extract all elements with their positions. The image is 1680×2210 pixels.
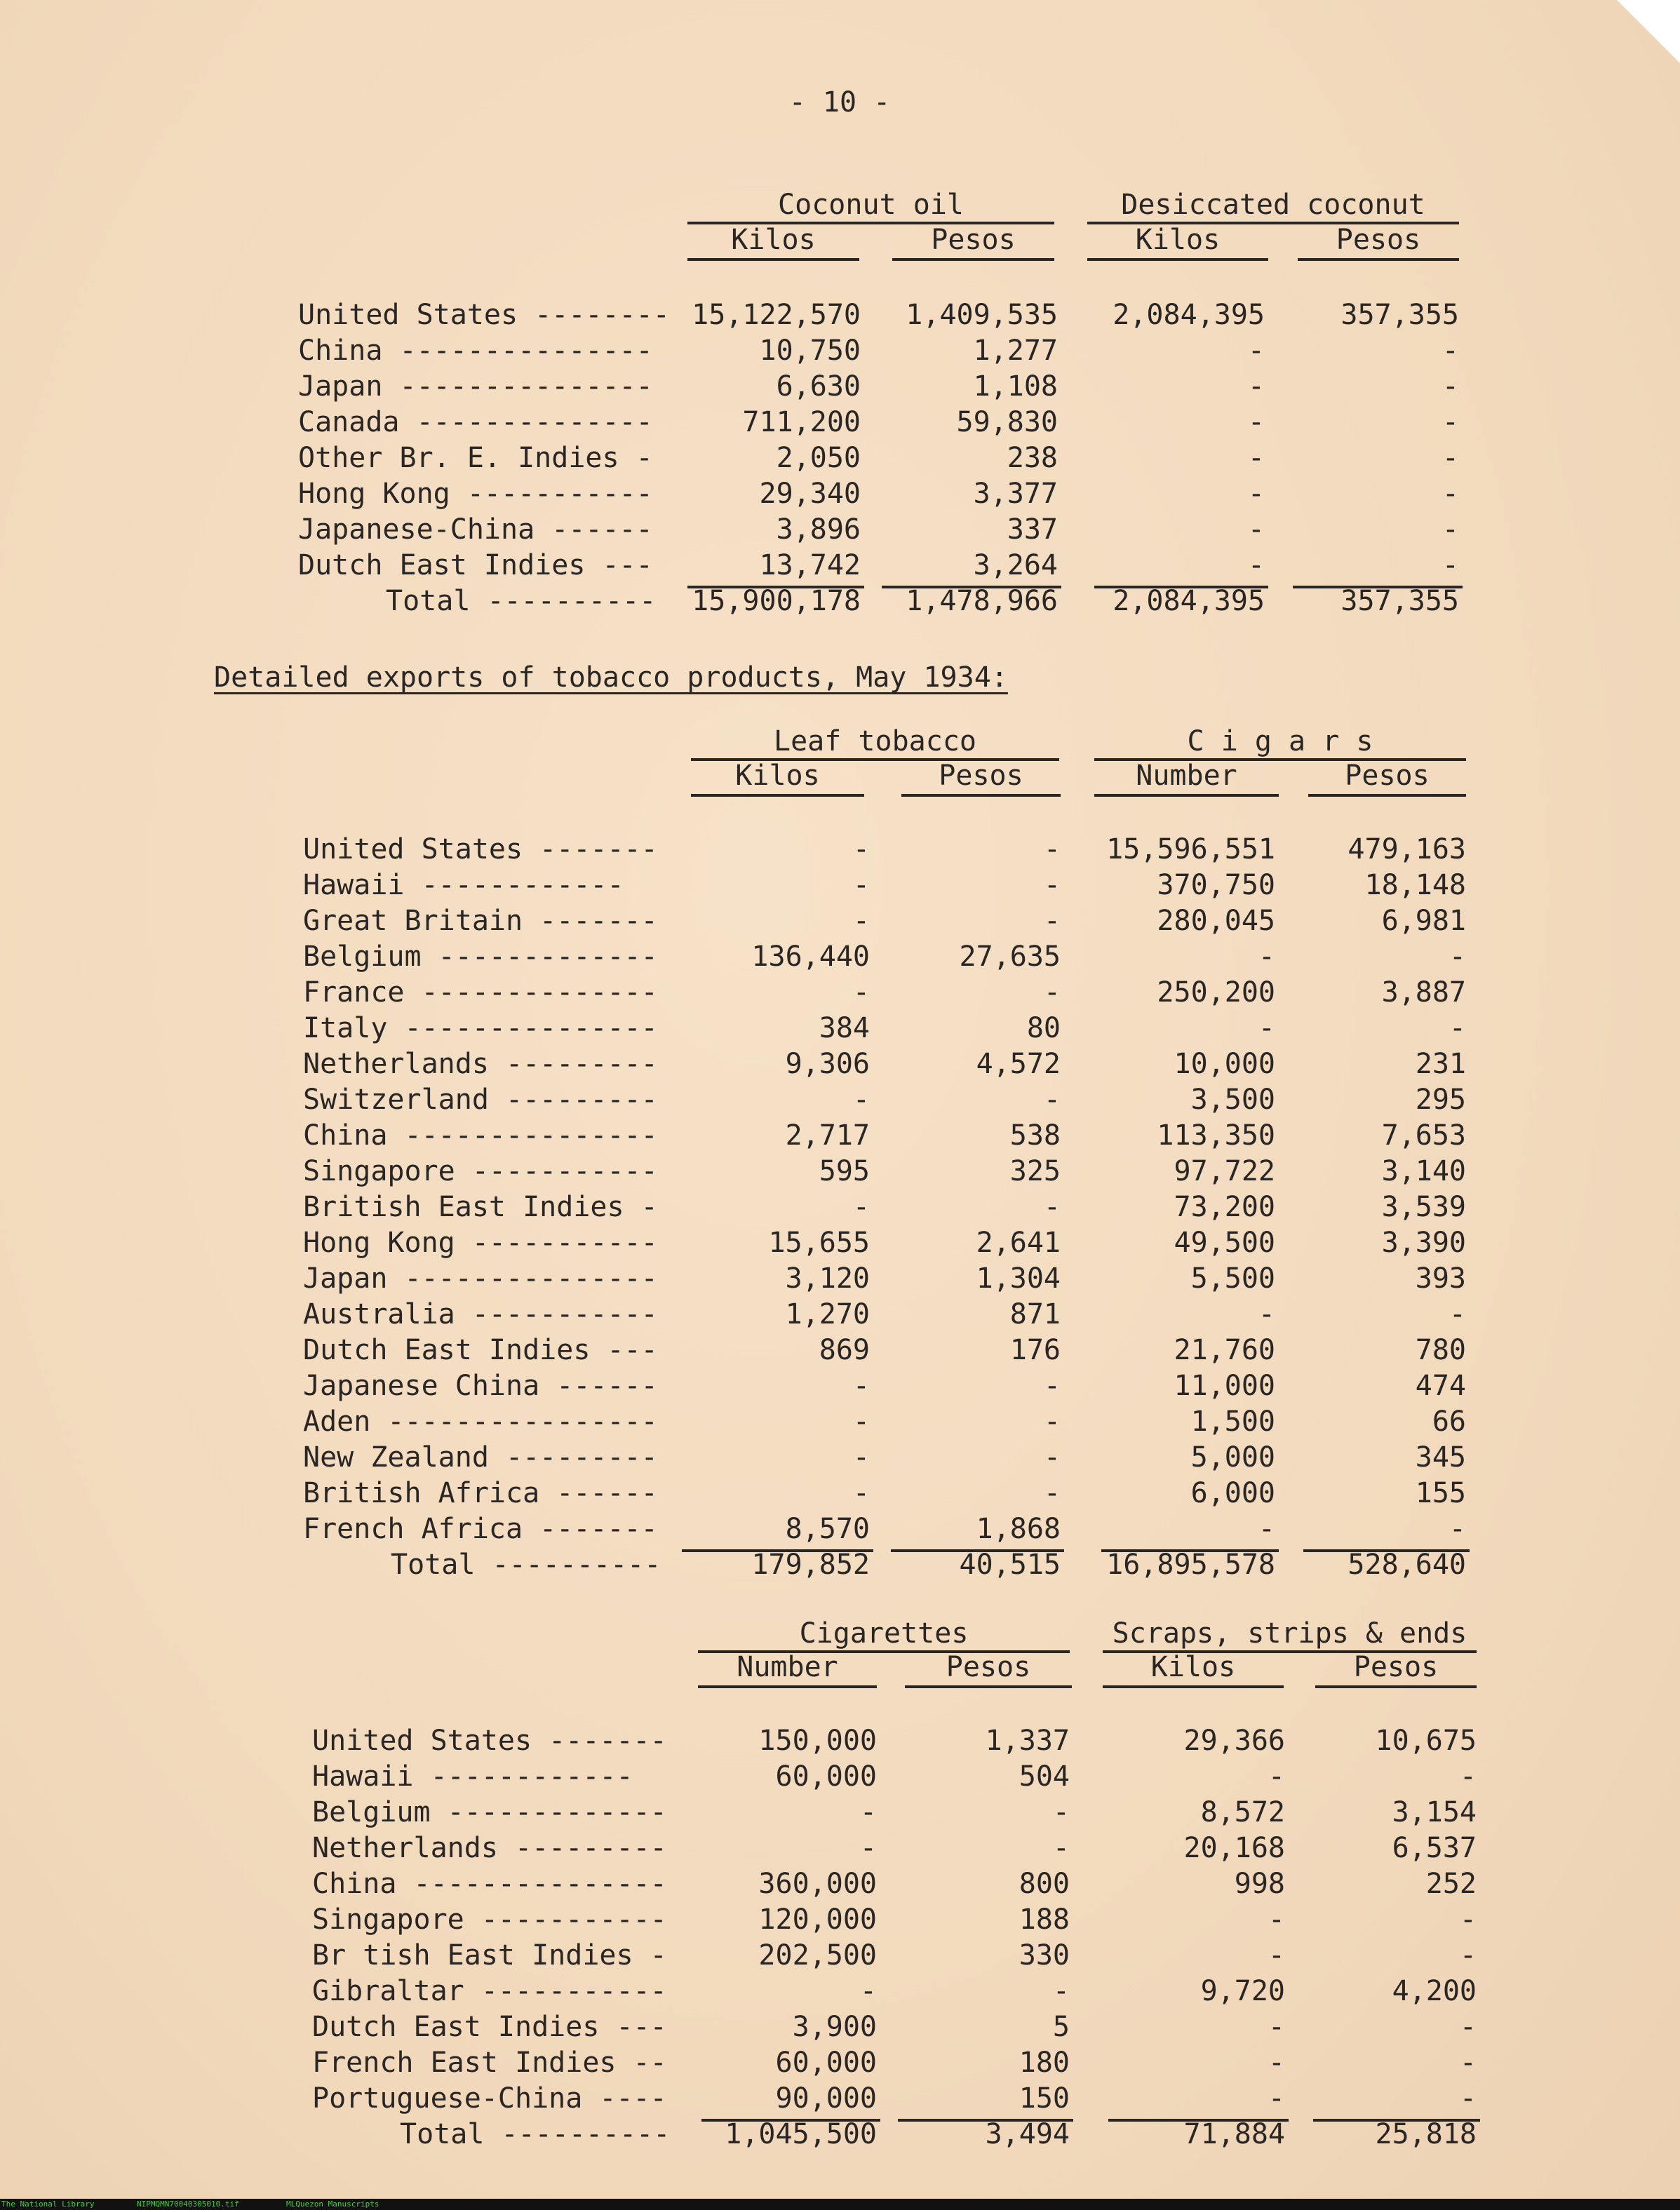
tobacco-cell: 155 bbox=[1415, 1477, 1466, 1509]
cigarette-cell: 252 bbox=[1425, 1868, 1477, 1900]
tobacco-total-cell: 179,852 bbox=[751, 1549, 870, 1581]
tobacco-row-label: New Zealand --------- bbox=[303, 1441, 658, 1474]
tobacco-header-rule-1 bbox=[691, 794, 864, 797]
cigarette-header-3: Kilos bbox=[1150, 1651, 1236, 1683]
cigarette-header-4: Pesos bbox=[1353, 1651, 1439, 1683]
tobacco-row-label: British Africa ------ bbox=[303, 1477, 658, 1509]
tobacco-header-rule-4 bbox=[1308, 794, 1466, 797]
cigarette-header-rule-2 bbox=[905, 1685, 1072, 1688]
cigarette-cell: - bbox=[1052, 1796, 1070, 1828]
tobacco-row-label: British East Indies - bbox=[303, 1191, 658, 1223]
cigarette-total-label: Total ---------- bbox=[400, 2118, 671, 2150]
cigarette-header-1: Number bbox=[737, 1651, 838, 1683]
tobacco-cell: - bbox=[1043, 905, 1061, 937]
tobacco-cell: 18,148 bbox=[1364, 869, 1466, 901]
tobacco-group-right: C i g a r s bbox=[1187, 725, 1373, 757]
coconut-cell: - bbox=[1247, 335, 1265, 367]
cigarette-cell: - bbox=[1268, 1939, 1285, 1972]
cigarette-cell: 20,168 bbox=[1183, 1832, 1285, 1864]
tobacco-row-label: Aden ---------------- bbox=[303, 1406, 658, 1438]
cigarette-cell: - bbox=[1459, 1760, 1477, 1793]
tobacco-cell: - bbox=[852, 1441, 870, 1474]
cigarette-cell: - bbox=[1459, 1939, 1477, 1972]
cigarette-row-label: Dutch East Indies --- bbox=[312, 2011, 667, 2043]
cigarette-total-cell: 3,494 bbox=[985, 2118, 1070, 2150]
cigarette-cell: 3,900 bbox=[792, 2011, 877, 2043]
tobacco-cell: 6,000 bbox=[1190, 1477, 1275, 1509]
tobacco-cell: - bbox=[852, 833, 870, 865]
tobacco-cell: - bbox=[852, 976, 870, 1009]
tobacco-cell: - bbox=[1043, 1370, 1061, 1402]
coconut-cell: - bbox=[1442, 370, 1459, 403]
coconut-cell: 10,750 bbox=[759, 335, 861, 367]
cigarette-cell: - bbox=[1459, 2047, 1477, 2079]
tobacco-row-label: Italy --------------- bbox=[303, 1012, 658, 1044]
tobacco-cell: - bbox=[1258, 1513, 1275, 1545]
coconut-total-cell: 2,084,395 bbox=[1113, 585, 1265, 617]
coconut-header-rule-1 bbox=[687, 258, 859, 261]
tobacco-row-label: Singapore ----------- bbox=[303, 1155, 658, 1187]
cigarette-cell: 8,572 bbox=[1200, 1796, 1285, 1828]
coconut-cell: 3,896 bbox=[776, 513, 861, 546]
tobacco-row-label: Australia ----------- bbox=[303, 1298, 658, 1330]
coconut-row-label: Canada -------------- bbox=[298, 406, 653, 438]
cigarette-cell: 9,720 bbox=[1200, 1975, 1285, 2007]
cigarette-cell: - bbox=[1268, 2047, 1285, 2079]
coconut-cell: 1,108 bbox=[973, 370, 1058, 403]
tobacco-cell: 21,760 bbox=[1174, 1334, 1275, 1366]
tobacco-cell: 73,200 bbox=[1174, 1191, 1275, 1223]
cigarette-cell: 330 bbox=[1019, 1939, 1070, 1972]
tobacco-cell: - bbox=[1043, 833, 1061, 865]
tobacco-cell: - bbox=[1258, 941, 1275, 973]
cigarette-row-label: Netherlands --------- bbox=[312, 1832, 667, 1864]
footer-file: NIPMQMN70040305010.tif bbox=[137, 2199, 239, 2209]
cigarette-header-rule-3 bbox=[1103, 1685, 1284, 1688]
tobacco-header-4: Pesos bbox=[1345, 760, 1430, 792]
cigarette-row-label: French East Indies -- bbox=[312, 2047, 667, 2079]
tobacco-cell: - bbox=[852, 1191, 870, 1223]
tobacco-row-label: Belgium ------------- bbox=[303, 941, 658, 973]
cigarette-cell: - bbox=[859, 1832, 877, 1864]
cigarette-cell: - bbox=[1459, 1904, 1477, 1936]
tobacco-cell: 538 bbox=[1009, 1119, 1061, 1152]
tobacco-cell: 97,722 bbox=[1174, 1155, 1275, 1187]
tobacco-cell: 1,500 bbox=[1190, 1406, 1275, 1438]
tobacco-row-label: Japan --------------- bbox=[303, 1262, 658, 1295]
tobacco-cell: 113,350 bbox=[1157, 1119, 1275, 1152]
tobacco-cell: 10,000 bbox=[1174, 1048, 1275, 1080]
coconut-header-rule-3 bbox=[1087, 258, 1268, 261]
coconut-header-2: Pesos bbox=[931, 224, 1016, 256]
tobacco-cell: 15,596,551 bbox=[1106, 833, 1275, 865]
tobacco-group-left: Leaf tobacco bbox=[774, 725, 976, 757]
tobacco-row-label: Dutch East Indies --- bbox=[303, 1334, 658, 1366]
tobacco-cell: - bbox=[1043, 1191, 1061, 1223]
cigarette-group-right: Scraps, strips & ends bbox=[1112, 1617, 1467, 1650]
cigarette-cell: - bbox=[1268, 2082, 1285, 2115]
tobacco-cell: 3,120 bbox=[785, 1262, 870, 1295]
coconut-cell: 357,355 bbox=[1340, 299, 1459, 331]
cigarette-cell: 60,000 bbox=[775, 2047, 877, 2079]
tobacco-cell: - bbox=[852, 905, 870, 937]
coconut-cell: 13,742 bbox=[759, 549, 861, 581]
tobacco-cell: - bbox=[1043, 1406, 1061, 1438]
cigarette-cell: 29,366 bbox=[1183, 1725, 1285, 1757]
tobacco-cell: - bbox=[852, 869, 870, 901]
coconut-cell: 3,377 bbox=[973, 478, 1058, 510]
tobacco-cell: 5,500 bbox=[1190, 1262, 1275, 1295]
coconut-header-4: Pesos bbox=[1336, 224, 1421, 256]
cigarette-cell: 998 bbox=[1234, 1868, 1285, 1900]
tobacco-cell: - bbox=[1449, 1513, 1466, 1545]
tobacco-header-rule-2 bbox=[901, 794, 1061, 797]
coconut-cell: 2,050 bbox=[776, 442, 861, 474]
coconut-row-label: Japan --------------- bbox=[298, 370, 653, 403]
coconut-cell: 337 bbox=[1007, 513, 1058, 546]
coconut-header-1: Kilos bbox=[731, 224, 816, 256]
tobacco-cell: - bbox=[1043, 1441, 1061, 1474]
coconut-cell: - bbox=[1442, 442, 1459, 474]
coconut-cell: - bbox=[1247, 406, 1265, 438]
cigarette-total-cell: 1,045,500 bbox=[725, 2118, 877, 2150]
tobacco-cell: 66 bbox=[1432, 1406, 1466, 1438]
cigarette-row-label: Singapore ----------- bbox=[312, 1904, 667, 1936]
coconut-header-rule-4 bbox=[1298, 258, 1459, 261]
coconut-cell: 29,340 bbox=[759, 478, 861, 510]
coconut-cell: - bbox=[1442, 335, 1459, 367]
tobacco-cell: 27,635 bbox=[959, 941, 1061, 973]
tobacco-cell: 370,750 bbox=[1157, 869, 1275, 901]
coconut-cell: - bbox=[1247, 549, 1265, 581]
tobacco-cell: 3,390 bbox=[1381, 1227, 1466, 1259]
coconut-cell: 59,830 bbox=[956, 406, 1058, 438]
tobacco-cell: 176 bbox=[1009, 1334, 1061, 1366]
tobacco-cell: 7,653 bbox=[1381, 1119, 1466, 1152]
tobacco-cell: - bbox=[852, 1084, 870, 1116]
tobacco-cell: 1,270 bbox=[785, 1298, 870, 1330]
coconut-cell: - bbox=[1247, 370, 1265, 403]
tobacco-header-3: Number bbox=[1136, 760, 1237, 792]
tobacco-row-label: Japanese China ------ bbox=[303, 1370, 658, 1402]
tobacco-cell: - bbox=[1043, 1477, 1061, 1509]
tobacco-cell: 1,868 bbox=[976, 1513, 1061, 1545]
cigarette-cell: - bbox=[1052, 1975, 1070, 2007]
tobacco-cell: 15,655 bbox=[768, 1227, 870, 1259]
cigarette-cell: 150,000 bbox=[758, 1725, 877, 1757]
tobacco-row-label: Netherlands --------- bbox=[303, 1048, 658, 1080]
coconut-group-right: Desiccated coconut bbox=[1121, 189, 1425, 221]
cigarette-cell: 3,154 bbox=[1392, 1796, 1477, 1828]
tobacco-cell: - bbox=[1449, 941, 1466, 973]
cigarette-cell: - bbox=[1459, 2082, 1477, 2115]
tobacco-cell: 5,000 bbox=[1190, 1441, 1275, 1474]
cigarette-cell: 800 bbox=[1019, 1868, 1070, 1900]
cigarette-header-2: Pesos bbox=[946, 1651, 1031, 1683]
tobacco-cell: - bbox=[1258, 1298, 1275, 1330]
page-number: - 10 - bbox=[788, 86, 891, 119]
tobacco-cell: 479,163 bbox=[1348, 833, 1466, 865]
cigarette-total-cell: 71,884 bbox=[1183, 2118, 1285, 2150]
footer-library: The National Library bbox=[1, 2199, 95, 2209]
coconut-cell: 1,277 bbox=[973, 335, 1058, 367]
tobacco-header-rule-3 bbox=[1094, 794, 1279, 797]
tobacco-cell: 8,570 bbox=[785, 1513, 870, 1545]
cigarette-row-label: Br tish East Indies - bbox=[312, 1939, 667, 1972]
cigarette-row-label: Gibraltar ----------- bbox=[312, 1975, 667, 2007]
coconut-row-label: United States -------- bbox=[298, 299, 670, 331]
cigarette-cell: 60,000 bbox=[775, 1760, 877, 1793]
coconut-cell: 1,409,535 bbox=[906, 299, 1058, 331]
tobacco-cell: 11,000 bbox=[1174, 1370, 1275, 1402]
cigarette-cell: - bbox=[859, 1975, 877, 2007]
cigarette-cell: - bbox=[1459, 2011, 1477, 2043]
cigarette-cell: 188 bbox=[1019, 1904, 1070, 1936]
section-heading: Detailed exports of tobacco products, May 1934: bbox=[214, 661, 1008, 694]
coconut-cell: - bbox=[1247, 513, 1265, 546]
cigarette-row-label: Portuguese-China ---- bbox=[312, 2082, 667, 2115]
tobacco-cell: 474 bbox=[1415, 1370, 1466, 1402]
tobacco-cell: 595 bbox=[819, 1155, 870, 1187]
cigarette-cell: - bbox=[1268, 2011, 1285, 2043]
coconut-cell: 711,200 bbox=[742, 406, 861, 438]
tobacco-row-label: Hong Kong ----------- bbox=[303, 1227, 658, 1259]
cigarette-cell: 1,337 bbox=[985, 1725, 1070, 1757]
coconut-row-label: Other Br. E. Indies - bbox=[298, 442, 653, 474]
tobacco-cell: 2,641 bbox=[976, 1227, 1061, 1259]
tobacco-total-cell: 40,515 bbox=[959, 1549, 1061, 1581]
tobacco-cell: - bbox=[852, 1477, 870, 1509]
coconut-cell: 238 bbox=[1007, 442, 1058, 474]
cigarette-cell: - bbox=[1268, 1760, 1285, 1793]
coconut-cell: - bbox=[1247, 442, 1265, 474]
cigarette-cell: 504 bbox=[1019, 1760, 1070, 1793]
tobacco-cell: 393 bbox=[1415, 1262, 1466, 1295]
tobacco-cell: 1,304 bbox=[976, 1262, 1061, 1295]
tobacco-row-label: China --------------- bbox=[303, 1119, 658, 1152]
cigarette-cell: - bbox=[1052, 1832, 1070, 1864]
tobacco-row-label: French Africa ------- bbox=[303, 1513, 658, 1545]
tobacco-row-label: Hawaii ------------ bbox=[303, 869, 624, 901]
tobacco-cell: 136,440 bbox=[751, 941, 870, 973]
coconut-cell: 6,630 bbox=[776, 370, 861, 403]
cigarette-cell: 150 bbox=[1019, 2082, 1070, 2115]
coconut-total-cell: 357,355 bbox=[1340, 585, 1459, 617]
cigarette-row-label: Hawaii ------------ bbox=[312, 1760, 633, 1793]
tobacco-row-label: United States ------- bbox=[303, 833, 658, 865]
tobacco-cell: 780 bbox=[1415, 1334, 1466, 1366]
tobacco-cell: - bbox=[852, 1406, 870, 1438]
tobacco-cell: - bbox=[1449, 1298, 1466, 1330]
coconut-header-3: Kilos bbox=[1135, 224, 1221, 256]
coconut-total-label: Total ---------- bbox=[386, 585, 657, 617]
tobacco-cell: 325 bbox=[1009, 1155, 1061, 1187]
tobacco-cell: 231 bbox=[1415, 1048, 1466, 1080]
coconut-total-cell: 1,478,966 bbox=[906, 585, 1058, 617]
cigarette-row-label: United States ------- bbox=[312, 1725, 667, 1757]
tobacco-cell: 295 bbox=[1415, 1084, 1466, 1116]
tobacco-cell: - bbox=[1043, 869, 1061, 901]
coconut-cell: - bbox=[1442, 478, 1459, 510]
folded-corner bbox=[1617, 0, 1680, 63]
tobacco-row-label: Great Britain ------- bbox=[303, 905, 658, 937]
coconut-row-label: Japanese-China ------ bbox=[298, 513, 653, 546]
tobacco-cell: - bbox=[1043, 976, 1061, 1009]
tobacco-header-1: Kilos bbox=[735, 760, 820, 792]
tobacco-cell: - bbox=[1449, 1012, 1466, 1044]
footer-collection: MLQuezon Manuscripts bbox=[286, 2199, 379, 2209]
coconut-cell: - bbox=[1247, 478, 1265, 510]
tobacco-cell: 250,200 bbox=[1157, 976, 1275, 1009]
tobacco-cell: 3,500 bbox=[1190, 1084, 1275, 1116]
cigarette-cell: 10,675 bbox=[1375, 1725, 1477, 1757]
tobacco-cell: - bbox=[1043, 1084, 1061, 1116]
tobacco-cell: 871 bbox=[1009, 1298, 1061, 1330]
tobacco-header-2: Pesos bbox=[939, 760, 1023, 792]
tobacco-row-label: Switzerland --------- bbox=[303, 1084, 658, 1116]
coconut-cell: - bbox=[1442, 513, 1459, 546]
tobacco-total-cell: 528,640 bbox=[1348, 1549, 1466, 1581]
coconut-group-left: Coconut oil bbox=[778, 189, 964, 221]
tobacco-cell: 9,306 bbox=[785, 1048, 870, 1080]
cigarette-cell: 6,537 bbox=[1392, 1832, 1477, 1864]
cigarette-cell: - bbox=[859, 1796, 877, 1828]
tobacco-cell: 384 bbox=[819, 1012, 870, 1044]
tobacco-cell: 6,981 bbox=[1381, 905, 1466, 937]
tobacco-total-label: Total ---------- bbox=[391, 1549, 661, 1581]
tobacco-cell: 80 bbox=[1026, 1012, 1061, 1044]
coconut-cell: - bbox=[1442, 549, 1459, 581]
tobacco-row-label: France -------------- bbox=[303, 976, 658, 1009]
tobacco-cell: 869 bbox=[819, 1334, 870, 1366]
cigarette-total-cell: 25,818 bbox=[1375, 2118, 1477, 2150]
cigarette-group-left: Cigarettes bbox=[799, 1617, 969, 1650]
tobacco-cell: 3,539 bbox=[1381, 1191, 1466, 1223]
cigarette-header-rule-1 bbox=[698, 1685, 877, 1688]
coconut-row-label: Hong Kong ----------- bbox=[298, 478, 653, 510]
cigarette-cell: 202,500 bbox=[758, 1939, 877, 1972]
cigarette-cell: 90,000 bbox=[775, 2082, 877, 2115]
coconut-row-label: Dutch East Indies --- bbox=[298, 549, 653, 581]
coconut-cell: - bbox=[1442, 406, 1459, 438]
cigarette-row-label: Belgium ------------- bbox=[312, 1796, 667, 1828]
tobacco-cell: 2,717 bbox=[785, 1119, 870, 1152]
tobacco-cell: - bbox=[1258, 1012, 1275, 1044]
coconut-cell: 3,264 bbox=[973, 549, 1058, 581]
cigarette-cell: 360,000 bbox=[758, 1868, 877, 1900]
coconut-cell: 15,122,570 bbox=[692, 299, 861, 331]
tobacco-total-cell: 16,895,578 bbox=[1106, 1549, 1275, 1581]
tobacco-cell: 3,140 bbox=[1381, 1155, 1466, 1187]
tobacco-cell: - bbox=[852, 1370, 870, 1402]
tobacco-cell: 3,887 bbox=[1381, 976, 1466, 1009]
archive-footer bbox=[0, 2199, 1680, 2210]
cigarette-cell: 180 bbox=[1019, 2047, 1070, 2079]
cigarette-cell: 4,200 bbox=[1392, 1975, 1477, 2007]
cigarette-cell: 120,000 bbox=[758, 1904, 877, 1936]
cigarette-row-label: China --------------- bbox=[312, 1868, 667, 1900]
cigarette-header-rule-4 bbox=[1315, 1685, 1477, 1688]
coconut-row-label: China --------------- bbox=[298, 335, 653, 367]
tobacco-cell: 345 bbox=[1415, 1441, 1466, 1474]
cigarette-cell: - bbox=[1268, 1904, 1285, 1936]
tobacco-cell: 4,572 bbox=[976, 1048, 1061, 1080]
tobacco-cell: 49,500 bbox=[1174, 1227, 1275, 1259]
coconut-total-cell: 15,900,178 bbox=[692, 585, 861, 617]
cigarette-cell: 5 bbox=[1052, 2011, 1070, 2043]
tobacco-cell: 280,045 bbox=[1157, 905, 1275, 937]
coconut-cell: 2,084,395 bbox=[1113, 299, 1265, 331]
coconut-header-rule-2 bbox=[892, 258, 1054, 261]
